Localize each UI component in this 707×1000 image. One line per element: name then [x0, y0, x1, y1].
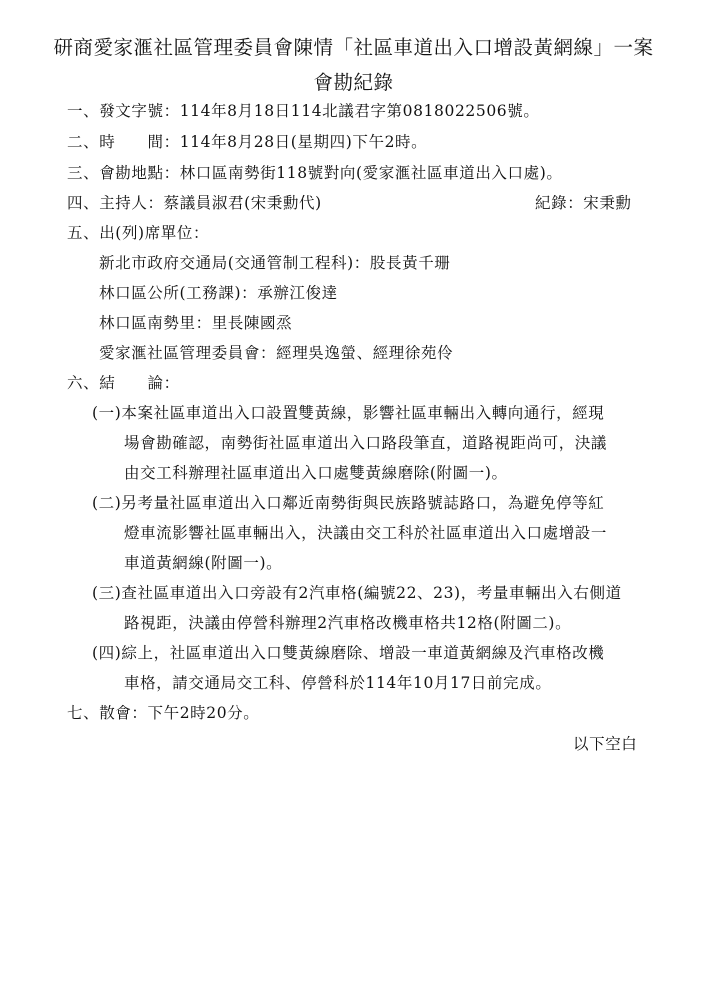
adjourn-line: 七、散會：下午2時20分。 — [67, 704, 260, 722]
conclusion-2-line: (二)另考量社區車道出入口鄰近南勢街與民族路號誌路口，為避免停等紅 — [92, 494, 605, 512]
conclusion-3-line: (三)查社區車道出入口旁設有2汽車格(編號22、23)，考量車輛出入右側道 — [92, 584, 622, 602]
conclusion-3-line: 路視距，決議由停營科辦理2汽車格改機車格共12格(附圖二)。 — [124, 614, 572, 632]
time-line: 二、時 間：114年8月28日(星期四)下午2時。 — [67, 133, 428, 151]
recorder-line: 紀錄：宋秉勳 — [535, 194, 632, 212]
conclusion-2-line: 燈車流影響社區車輛出入，決議由交工科於社區車道出入口處增設一 — [124, 524, 608, 542]
attendee-item: 愛家滙社區管理委員會：經理吳逸螢、經理徐苑伶 — [99, 344, 454, 362]
attendee-item: 新北市政府交通局(交通管制工程科)：股長黃千珊 — [99, 254, 451, 272]
conclusion-2-line: 車道黃網線(附圖一)。 — [124, 554, 283, 572]
document-subtitle: 會勘紀錄 — [313, 71, 394, 94]
conclusion-4-line: (四)綜上，社區車道出入口雙黃線磨除、增設一車道黃網線及汽車格改機 — [92, 644, 605, 662]
conclusion-1-line: (一)本案社區車道出入口設置雙黃線，影響社區車輛出入轉向通行，經現 — [92, 404, 605, 422]
conclusion-1-line: 由交工科辦理社區車道出入口處雙黃線磨除(附圖一)。 — [124, 464, 508, 482]
conclusion-4-line: 車格，請交通局交工科、停營科於114年10月17日前完成。 — [124, 674, 552, 692]
doc-number-line: 一、發文字號：114年8月18日114北議君字第0818022506號。 — [67, 102, 540, 120]
attendee-item: 林口區南勢里：里長陳國烝 — [99, 314, 293, 332]
conclusion-heading: 六、結 論： — [67, 374, 180, 392]
end-note: 以下空白 — [573, 735, 638, 753]
attendees-heading: 五、出(列)席單位： — [67, 224, 210, 242]
document-title: 研商愛家滙社區管理委員會陳情「社區車道出入口增設黃網線」一案 — [53, 36, 654, 59]
conclusion-1-line: 場會勘確認，南勢街社區車道出入口路段筆直，道路視距尚可，決議 — [124, 434, 608, 452]
host-line: 四、主持人：蔡議員淑君(宋秉勳代) — [67, 194, 322, 212]
place-line: 三、會勘地點：林口區南勢街118號對向(愛家滙社區車道出入口處)。 — [67, 164, 563, 182]
attendee-item: 林口區公所(工務課)：承辦江俊達 — [99, 284, 338, 302]
